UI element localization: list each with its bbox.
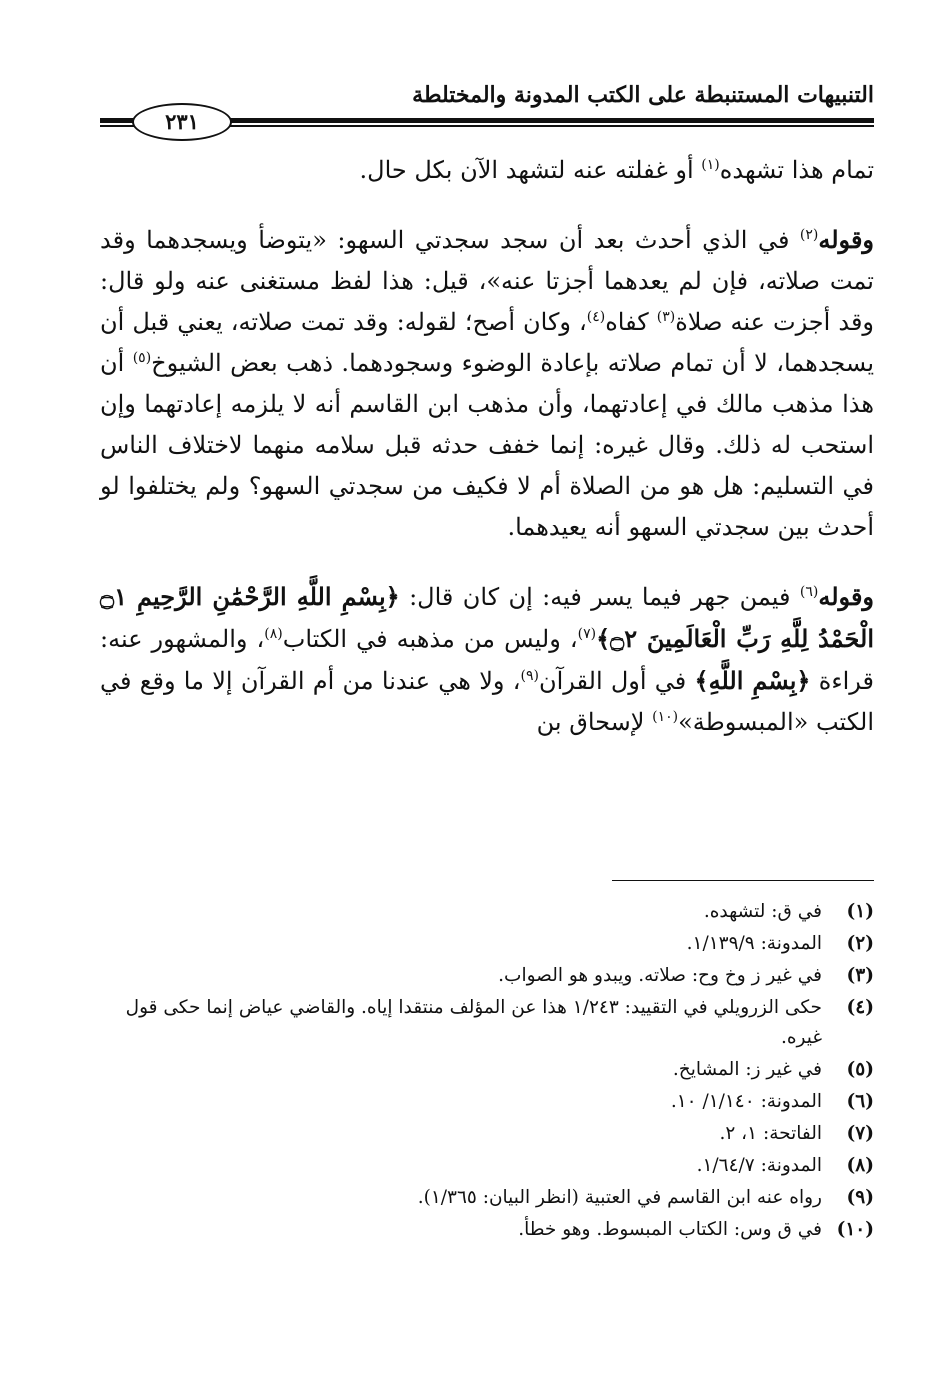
footnote-marker: (٩) [520, 668, 539, 684]
footnote-number: (١) [846, 901, 874, 922]
footnote-text: حكى الزرويلي في التقييد: ١/٢٤٣ هذا عن المؤلف منتقدا إياه. والقاضي عياض إنما حكى قول غيره. [125, 997, 822, 1048]
paragraph [100, 576, 874, 743]
text-run: ، وكان أصح؛ لقوله: وقد تمت صلاته، يعني قبل أن يسجدهما، لا أن تمام صلاته بإعادة الوضوء وسجودهما. ذهب بعض الشيوخ [100, 308, 874, 377]
footnote-marker: (٨) [264, 626, 283, 642]
paragraph [100, 219, 874, 548]
footnote-number: (٧) [846, 1123, 874, 1144]
footnote-text: في غير ز: المشايخ. [672, 1059, 822, 1080]
footnote-text: المدونة: ١/١٤٠/ ١٠. [670, 1091, 822, 1112]
footnote [100, 897, 874, 927]
footnote-number: (٦) [846, 1091, 874, 1112]
footnote-number: (٢) [846, 933, 874, 954]
text-run: فيمن جهر فيما يسر فيه: إن كان قال: [399, 583, 800, 611]
footnote-text: في ق: لتشهده. [703, 901, 822, 922]
footnote-number: (٥) [846, 1059, 874, 1080]
running-title: التنبيهات المستنبطة على الكتب المدونة والمختلطة [412, 82, 874, 108]
footnote [100, 1183, 874, 1213]
footnote [100, 993, 874, 1053]
footnote [100, 1151, 874, 1181]
footnote-number: (٣) [846, 965, 874, 986]
text-run: كفاه [605, 308, 657, 336]
footnote-marker: (٢) [799, 227, 819, 243]
text-run: أو غفلته عنه لتشهد الآن بكل حال. [359, 156, 702, 184]
footnote-number: (٤) [846, 997, 874, 1018]
footnote-marker: (١٠) [652, 709, 679, 725]
body-text [100, 150, 874, 743]
footnote-text: المدونة: ١/٦٤/٧. [696, 1155, 822, 1176]
text-run: في أول القرآن [538, 667, 695, 695]
lead-word: وقوله [818, 225, 874, 254]
footnote-text: المدونة: ١/١٣٩/٩. [686, 933, 822, 954]
footnote-marker: (٣) [656, 309, 676, 325]
footnote-text: في غير ز وخ وح: صلاته. ويبدو هو الصواب. [498, 965, 822, 986]
text-run: ، وليس من مذهبه في الكتاب [282, 625, 578, 653]
quran-quote: ﴿بِسْمِ اللَّهِ الرَّحْمَٰنِ الرَّحِيمِ ۝١ الْحَمْدُ لِلَّهِ رَبِّ الْعَالَمِينَ ۝٢﴾ [100, 582, 874, 653]
footnote-number: (١٠) [836, 1219, 874, 1240]
paragraph [100, 150, 874, 191]
page-number: ٢٣١ [132, 103, 232, 141]
footnote-text: رواه عنه ابن القاسم في العتبية (انظر البيان: ١/٣٦٥). [417, 1187, 822, 1208]
footnote-number: (٨) [846, 1155, 874, 1176]
lead-word: وقوله [818, 582, 874, 611]
footnotes [100, 897, 874, 1245]
text-run: ، والمشهور عنه: قراءة [100, 625, 874, 695]
text-run: أن هذا مذهب مالك في إعادتهما، وأن مذهب ابن القاسم أنه لا يلزمه إعادتهما وإن استحب له ذلك. وقال غيره: إنما خفف حدثه قبل سلامه منهما لاختلاف الناس في التسليم: هل هو من الصلاة أم لا فكيف من سجدتي السهو؟ ولم يختلفوا لو أحدث بين سجدتي السهو أنه يعيدهما. [100, 349, 874, 541]
footnote-text: الفاتحة: ١، ٢. [719, 1123, 822, 1144]
footnote [100, 1119, 874, 1149]
footnote [100, 929, 874, 959]
footnote-marker: (٦) [799, 584, 819, 600]
text-run: لإسحاق بن [536, 708, 653, 736]
footnote-marker: (٤) [586, 309, 606, 325]
footnote-text: في ق وس: الكتاب المبسوط. وهو خطأ. [518, 1219, 822, 1240]
text-run: ، ولا هي عندنا من أم القرآن إلا ما وقع في الكتب «المبسوطة» [100, 667, 874, 736]
footnote [100, 1215, 874, 1245]
text-run: تمام هذا تشهده [719, 156, 874, 184]
footnote-number: (٩) [846, 1187, 874, 1208]
footnote-separator [612, 880, 874, 881]
footnote [100, 1087, 874, 1117]
footnote-marker: (٧) [577, 626, 597, 642]
footnote [100, 961, 874, 991]
footnote [100, 1055, 874, 1085]
quran-quote: ﴿بِسْمِ اللَّهِ﴾ [694, 666, 811, 695]
footnote-marker: (١) [701, 157, 720, 173]
footnote-marker: (٥) [132, 350, 152, 366]
text-run: في الذي أحدث بعد أن سجد سجدتي السهو: «يتوضأ ويسجدهما وقد تمت صلاته، فإن لم يعدهما أجزتا عنه»، قيل: هذا لفظ مستغنى عنه ولو قال: وقد أجزت عنه صلاة [100, 226, 875, 336]
